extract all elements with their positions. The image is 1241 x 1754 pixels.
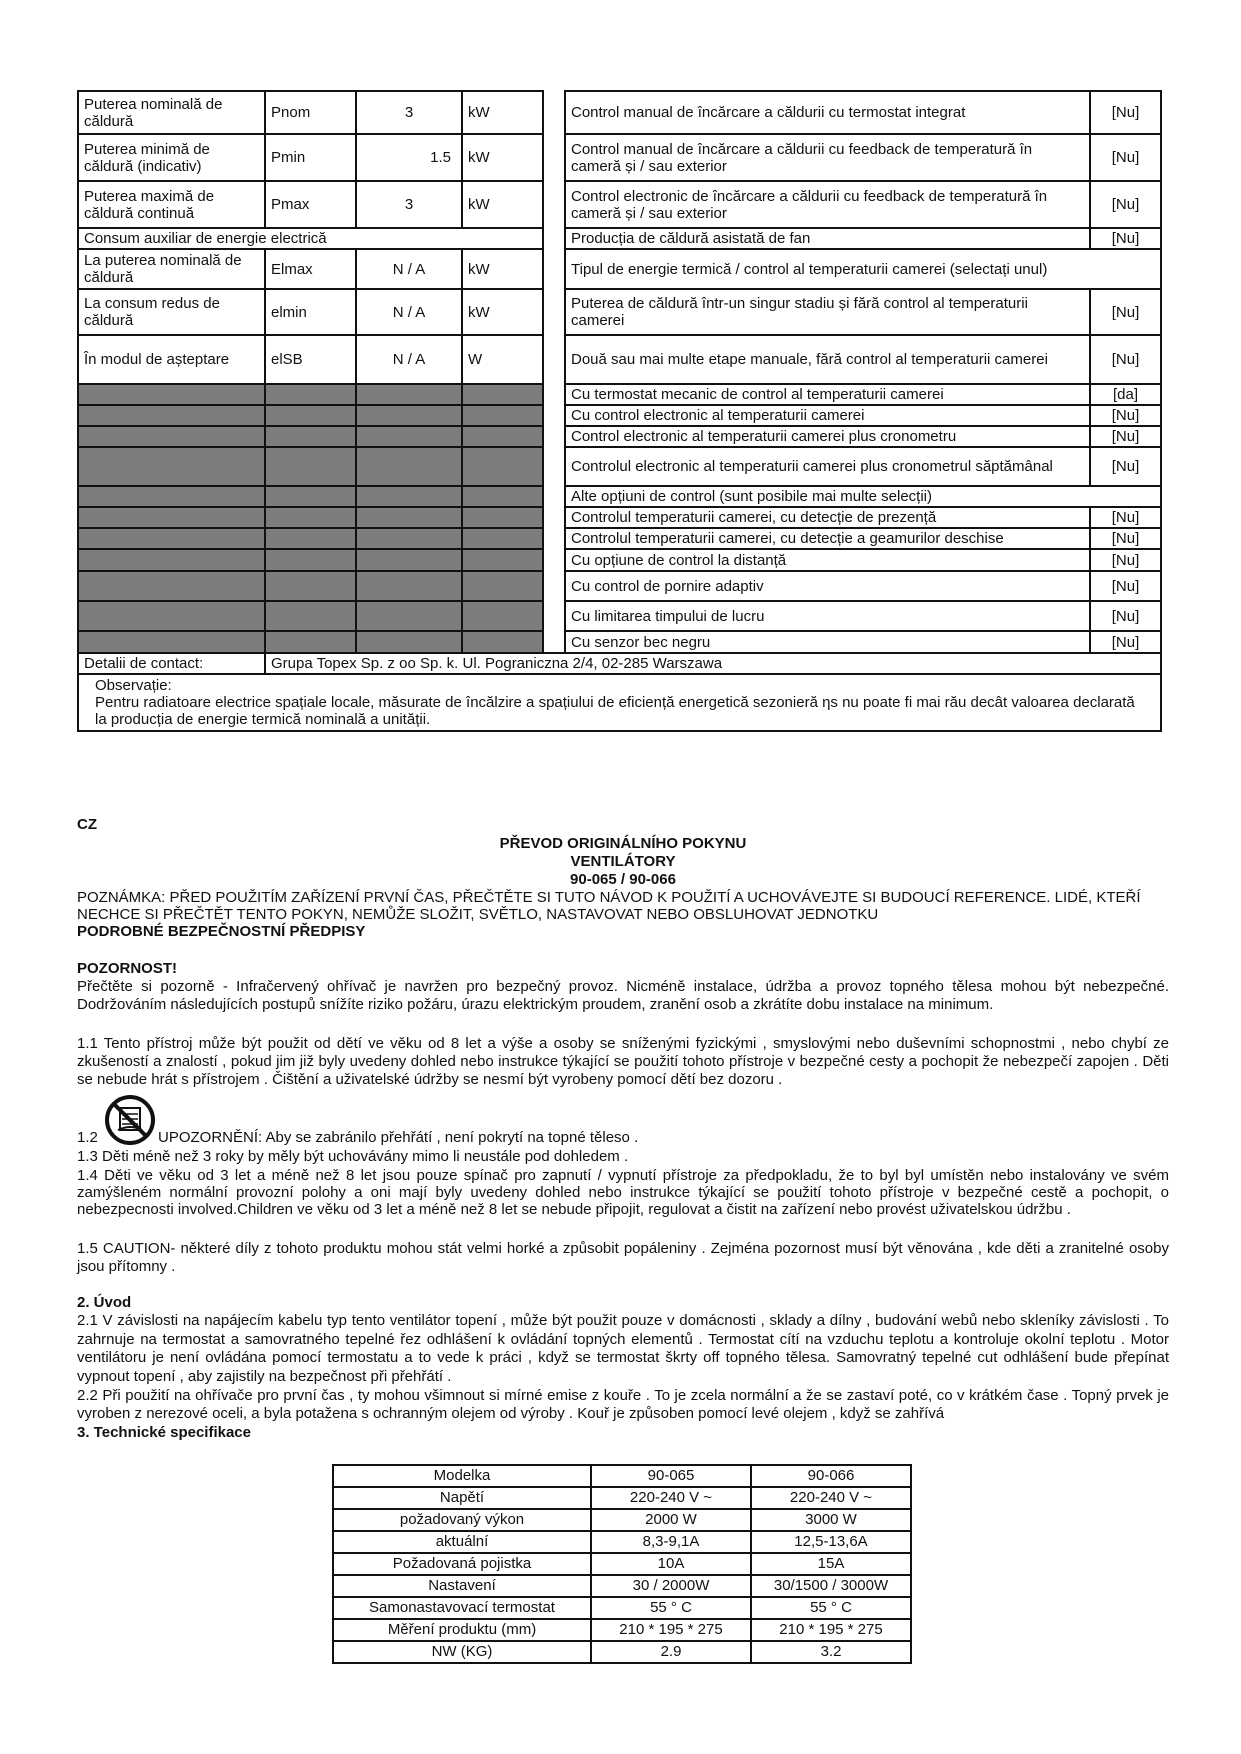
cell-answer: [da]	[1090, 384, 1161, 405]
paragraph-1-2-number: 1.2	[77, 1129, 98, 1146]
cell-label: La puterea nominală de căldură	[78, 249, 265, 289]
cell-answer: [Nu]	[1090, 134, 1161, 181]
spacer	[543, 486, 565, 507]
cell-value: N / A	[356, 249, 462, 289]
cell-unit: kW	[462, 134, 543, 181]
spacer	[543, 384, 565, 405]
erp-table	[77, 90, 1162, 732]
specs-row: Samonastavovací termostat 55 ° C 55 ° C	[333, 1597, 911, 1619]
cell-value: 1.5	[356, 134, 462, 181]
specs-row: požadovaný výkon 2000 W 3000 W	[333, 1509, 911, 1531]
spacer	[543, 249, 565, 289]
cell-symbol: Pnom	[265, 91, 356, 134]
cell-label: La consum redus de căldură	[78, 289, 265, 335]
language-code: CZ	[77, 816, 97, 833]
cell-control: Controlul electronic al temperaturii camerei plus cronometrul săptămânal	[565, 447, 1090, 486]
erp-row-pnom	[78, 91, 1161, 134]
erp-row-pmax	[78, 181, 1161, 228]
specs-row: Nastavení 30 / 2000W 30/1500 / 3000W	[333, 1575, 911, 1597]
spacer	[543, 631, 565, 653]
spacer	[543, 426, 565, 447]
cell-answer: [Nu]	[1090, 91, 1161, 134]
cell-control: Control electronic de încărcare a căldurii cu feedback de temperatură în cameră și / sau exterior	[565, 181, 1090, 228]
cell-symbol: Elmax	[265, 249, 356, 289]
paragraph-1-2-text: UPOZORNĚNÍ: Aby se zabránilo přehřátí , není pokrytí na topné těleso .	[158, 1129, 639, 1146]
spacer	[543, 507, 565, 528]
note-paragraph: POZNÁMKA: PŘED POUŽITÍM ZAŘÍZENÍ PRVNÍ ČAS, PŘEČTĚTE SI TUTO NÁVOD K POUŽITÍ A UCHOVÁVEJTE SI BUDOUCÍ REFERENCE. LIDÉ, KTEŘÍ NECHCE SI PŘEČTĚT TENTO POKYN, NEMŮŽE SLOŽIT, SVĚTLO, NASTAVOVAT NEBO OBSLUHOVAT JEDNOTKU	[77, 889, 1141, 923]
cell-control: Control manual de încărcare a căldurii cu termostat integrat	[565, 91, 1090, 134]
cell-value: N / A	[356, 335, 462, 384]
cell-answer: [Nu]	[1090, 528, 1161, 549]
specs-row: Napětí 220-240 V ~ 220-240 V ~	[333, 1487, 911, 1509]
cell-unit: kW	[462, 181, 543, 228]
other-options-header: Alte opțiuni de control (sunt posibile mai multe selecții)	[565, 486, 1161, 507]
cell-value: 3	[356, 91, 462, 134]
specs-table	[332, 1464, 912, 1664]
spacer	[543, 601, 565, 631]
title-line-2: VENTILÁTORY	[570, 853, 676, 870]
erp-row-option	[78, 528, 1161, 549]
section-3-title: 3. Technické specifikace	[77, 1424, 251, 1441]
erp-row-elmax	[78, 249, 1161, 289]
cell-symbol: elmin	[265, 289, 356, 335]
specs-row: NW (KG) 2.9 3.2	[333, 1641, 911, 1663]
attention-heading: POZORNOST!	[77, 960, 177, 977]
cell-answer: [Nu]	[1090, 335, 1161, 384]
section-2-title: 2. Úvod	[77, 1294, 132, 1311]
erp-row-option	[78, 507, 1161, 528]
spacer	[543, 447, 565, 486]
erp-row-elsb	[78, 335, 1161, 384]
cell-answer: [Nu]	[1090, 549, 1161, 571]
contact-value: Grupa Topex Sp. z oo Sp. k. Ul. Pograniczna 2/4, 02-285 Warszawa	[265, 653, 1161, 674]
cell-control: Cu control electronic al temperaturii camerei	[565, 405, 1090, 426]
cell-label: Puterea nominală de căldură	[78, 91, 265, 134]
cell-unit: kW	[462, 91, 543, 134]
spacer	[543, 228, 565, 249]
cell-symbol: Pmax	[265, 181, 356, 228]
spacer	[543, 134, 565, 181]
cell-symbol: Pmin	[265, 134, 356, 181]
cell-label: Puterea maximă de căldură continuă	[78, 181, 265, 228]
paragraph-1-1: 1.1 Tento přístroj může být použit od dětí ve věku od 8 let a výše a osoby se sníženými fyzickými , smyslovými nebo duševními schopnostmi , nebo chybí ze zkušeností a znalostí , pokud jim již byly uvedeny dohled nebo instrukce týkající se použití tohoto přístroje v bezpečné cesty a pochopit že nebezpečí zapojen . Děti se nebude hrát s přístrojem . Čištění a uživatelské údržby se nesmí být vyrobeny pomocí dětí bez dozoru .	[77, 1035, 1169, 1088]
paragraph-2-2: 2.2 Při použití na ohřívače pro první čas , ty mohou všimnout si mírné emise z kouře . To je zcela normální a že se zastaví poté, co v krátkém čase . Topný prvek je vyroben z nerezové oceli, a byla potažena s ochranným olejem od výroby . Kouř je způsoben pomocí levé olejem , když se zahřívá	[77, 1387, 1169, 1422]
cell-answer: [Nu]	[1090, 405, 1161, 426]
cell-symbol: elSB	[265, 335, 356, 384]
intro-paragraph: Přečtěte si pozorně - Infračervený ohřívač je navržen pro bezpečný provoz. Nicméně instalace, údržba a provoz topného tělesa mohou být nebezpečné. Dodržováním následujících postupů snížíte riziko požáru, úrazu elektrickým proudem, zranění osob a zkrátíte dobu instalace na minimum.	[77, 978, 1169, 1013]
cell-unit: W	[462, 335, 543, 384]
observation-label: Observație:	[95, 677, 172, 694]
specs-row: Měření produktu (mm) 210 * 195 * 275 210 * 195 * 275	[333, 1619, 911, 1641]
erp-row-control	[78, 447, 1161, 486]
cell-control: Control manual de încărcare a căldurii cu feedback de temperatură în cameră și / sau exterior	[565, 134, 1090, 181]
safety-title: PODROBNÉ BEZPEČNOSTNÍ PŘEDPISY	[77, 923, 366, 940]
cell-answer: [Nu]	[1090, 507, 1161, 528]
model-numbers: 90-065 / 90-066	[570, 871, 676, 888]
cell-control: Producția de căldură asistată de fan	[565, 228, 1090, 249]
specs-row: aktuální 8,3-9,1A 12,5-13,6A	[333, 1531, 911, 1553]
cell-unit: kW	[462, 249, 543, 289]
spacer	[543, 335, 565, 384]
erp-row-control	[78, 405, 1161, 426]
erp-row-option	[78, 571, 1161, 601]
erp-row-option	[78, 601, 1161, 631]
cell-control: Tipul de energie termică / control al temperaturii camerei (selectați unul)	[565, 249, 1161, 289]
paragraph-1-3: 1.3 Děti méně než 3 roky by měly být uchovávány mimo li neustále pod dohledem .	[77, 1148, 629, 1165]
cell-control: Cu limitarea timpului de lucru	[565, 601, 1090, 631]
erp-row-contact	[78, 653, 1161, 674]
erp-row-option	[78, 631, 1161, 653]
cell-value: 3	[356, 181, 462, 228]
spacer	[543, 181, 565, 228]
cell-answer: [Nu]	[1090, 228, 1161, 249]
aux-consumption-header: Consum auxiliar de energie electrică	[78, 228, 543, 249]
spacer	[543, 289, 565, 335]
cell-value: N / A	[356, 289, 462, 335]
cell-answer: [Nu]	[1090, 426, 1161, 447]
cell-answer: [Nu]	[1090, 289, 1161, 335]
cell-control: Cu opțiune de control la distanță	[565, 549, 1090, 571]
paragraph-1-5: 1.5 CAUTION- některé díly z tohoto produktu mohou stát velmi horké a způsobit popáleniny . Zejména pozornost musí být věnována , kde děti a zranitelné osoby jsou přítomny .	[77, 1240, 1169, 1275]
cell-answer: [Nu]	[1090, 601, 1161, 631]
spacer	[543, 405, 565, 426]
erp-row-elmin	[78, 289, 1161, 335]
specs-row: Požadovaná pojistka 10A 15A	[333, 1553, 911, 1575]
cell-control: Cu termostat mecanic de control al temperaturii camerei	[565, 384, 1090, 405]
cell-answer: [Nu]	[1090, 631, 1161, 653]
observation-text: Pentru radiatoare electrice spațiale locale, măsurate de încălzire a spațiului de eficiență energetică sezonieră ηs nu poate fi mai rău decât valoarea declarată la producția de energie termică nominală a unității.	[95, 694, 1135, 728]
cell-answer: [Nu]	[1090, 447, 1161, 486]
spacer	[543, 549, 565, 571]
cell-answer: [Nu]	[1090, 571, 1161, 601]
paragraph-1-4: 1.4 Děti ve věku od 3 let a méně než 8 let jsou pouze spínač pro zapnutí / vypnutí přístroje za předpokladu, že to byl byl umístěn nebo instalovány ve svém zamýšleném normální provozní polohy a oni mají byly uvedeny dohled nebo instrukce týkající se použití tohoto přístroje v bezpečné cestě a pochopit, o nebezpecnosti involved.Children ve věku od 3 let a méně než 8 let se nebude připojit, regulovat a čistit na zařízení nebo provést uživatelskou údržbu .	[77, 1167, 1169, 1218]
erp-row-option	[78, 549, 1161, 571]
do-not-cover-icon	[104, 1094, 156, 1146]
spacer	[543, 91, 565, 134]
contact-label: Detalii de contact:	[78, 653, 265, 674]
spacer	[543, 528, 565, 549]
paragraph-2-1: 2.1 V závislosti na napájecím kabelu typ tento ventilátor topení , může být použit pouze v domácnosti , sklady a dílny , budování webů nebo skleníky závislosti . To zahrnuje na termostat a samovratného tepelné řez odhlášení k ovládání topných elementů . Termostat cítí na vzduchu teplotu a kontroluje okolní teplotu . Motor ventilátoru je není ovládána pomocí termostatu a to vede k práci , když se termostat škrty off topného tělesa. Samovratný tepelné cut odhlášení bude přepínat vypnout topení , aby zajistily na bezpečnost při přehřátí .	[77, 1312, 1169, 1385]
erp-row-control	[78, 426, 1161, 447]
specs-row: Modelka 90-065 90-066	[333, 1465, 911, 1487]
title-line-1: PŘEVOD ORIGINÁLNÍHO POKYNU	[499, 835, 747, 852]
cell-control: Cu senzor bec negru	[565, 631, 1090, 653]
cell-label: În modul de așteptare	[78, 335, 265, 384]
cell-control: Control electronic al temperaturii camerei plus cronometru	[565, 426, 1090, 447]
cell-control: Controlul temperaturii camerei, cu detecție a geamurilor deschise	[565, 528, 1090, 549]
cell-unit: kW	[462, 289, 543, 335]
spacer	[543, 571, 565, 601]
cell-control: Cu control de pornire adaptiv	[565, 571, 1090, 601]
cell-label: Puterea minimă de căldură (indicativ)	[78, 134, 265, 181]
cell-answer: [Nu]	[1090, 181, 1161, 228]
erp-row-pmin	[78, 134, 1161, 181]
erp-row-aux	[78, 228, 1161, 249]
cell-control: Controlul temperaturii camerei, cu detecție de prezență	[565, 507, 1090, 528]
erp-row-other	[78, 486, 1161, 507]
erp-row-control	[78, 384, 1161, 405]
cell-control: Două sau mai multe etape manuale, fără control al temperaturii camerei	[565, 335, 1090, 384]
cell-control: Puterea de căldură într-un singur stadiu și fără control al temperaturii camerei	[565, 289, 1090, 335]
erp-row-observation	[78, 674, 1161, 731]
document-title	[77, 835, 1169, 889]
